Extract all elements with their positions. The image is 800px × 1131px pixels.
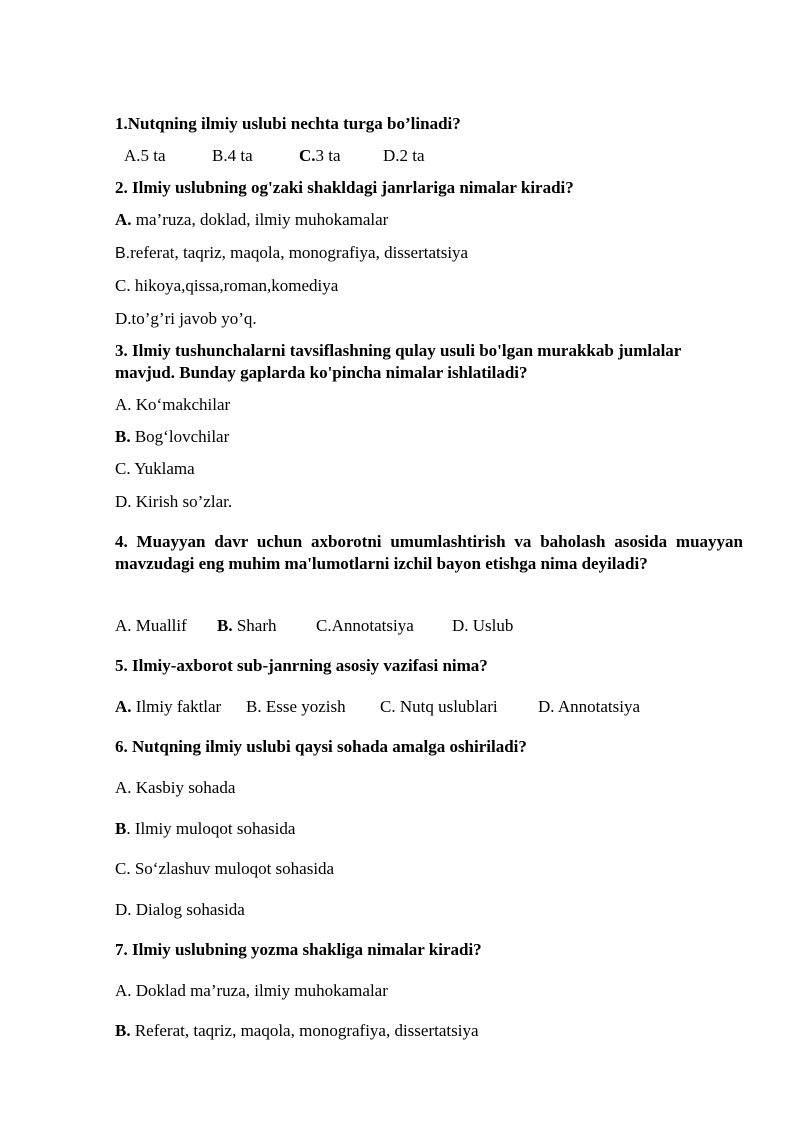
- option-a: A. Muallif: [115, 616, 187, 635]
- option-c: C. So‘zlashuv muloqot sohasida: [115, 859, 335, 878]
- option-a: A. ma’ruza, doklad, ilmiy muhokamalar: [115, 210, 389, 229]
- option-d: D.to’g’ri javob yo’q.: [115, 309, 257, 328]
- option-b: B. Referat, taqriz, maqola, monografiya, dissertatsiya: [115, 1021, 479, 1040]
- option-d: D.2 ta: [383, 146, 425, 165]
- option-b: B. Bog‘lovchilar: [115, 427, 230, 446]
- option-d: D. Kirish so’zlar.: [115, 492, 233, 511]
- option-a: A.5 ta: [124, 146, 166, 165]
- option-d: D. Uslub: [452, 616, 514, 635]
- option-c: C. Nutq uslublari: [380, 697, 498, 716]
- option-a: A. Doklad ma’ruza, ilmiy muhokamalar: [115, 981, 388, 1000]
- option-c: C.Annotatsiya: [316, 616, 414, 635]
- option-b: B.4 ta: [212, 146, 253, 165]
- option-b: B.referat, taqriz, maqola, monografiya, dissertatsiya: [115, 243, 469, 262]
- option-d: D. Dialog sohasida: [115, 900, 245, 919]
- option-a: A. Ilmiy faktlar: [115, 697, 222, 716]
- question-4-text: 4. Muayyan davr uchun axborotni umumlashtirish va baholash asosida muayyan mavzudagi eng muhim ma'lumotlarni izchil bayon etishga nima deyiladi?: [115, 532, 743, 573]
- option-c: C. Yuklama: [115, 459, 195, 478]
- question-7-text: 7. Ilmiy uslubning yozma shakliga nimalar kiradi?: [115, 940, 482, 959]
- option-b: B. Sharh: [217, 616, 277, 635]
- question-6-text: 6. Nutqning ilmiy uslubi qaysi sohada amalga oshiriladi?: [115, 737, 527, 756]
- option-a: A. Ko‘makchilar: [115, 395, 231, 414]
- option-a: A. Kasbiy sohada: [115, 778, 236, 797]
- option-c: C.3 ta: [299, 146, 341, 165]
- option-b: B. Ilmiy muloqot sohasida: [115, 819, 296, 838]
- question-3-text: 3. Ilmiy tushunchalarni tavsiflashning qulay usuli bo'lgan murakkab jumlalar mavjud. Bunday gaplarda ko'pincha nimalar ishlatiladi?: [115, 341, 682, 382]
- option-d: D. Annotatsiya: [538, 697, 640, 716]
- option-c: C. hikoya,qissa,roman,komediya: [115, 276, 339, 295]
- question-2-text: 2. Ilmiy uslubning og'zaki shakldagi janrlariga nimalar kiradi?: [115, 178, 574, 197]
- option-b: B. Esse yozish: [246, 697, 346, 716]
- question-1-text: 1.Nutqning ilmiy uslubi nechta turga bo’linadi?: [115, 114, 461, 133]
- question-5-text: 5. Ilmiy-axborot sub-janrning asosiy vazifasi nima?: [115, 656, 488, 675]
